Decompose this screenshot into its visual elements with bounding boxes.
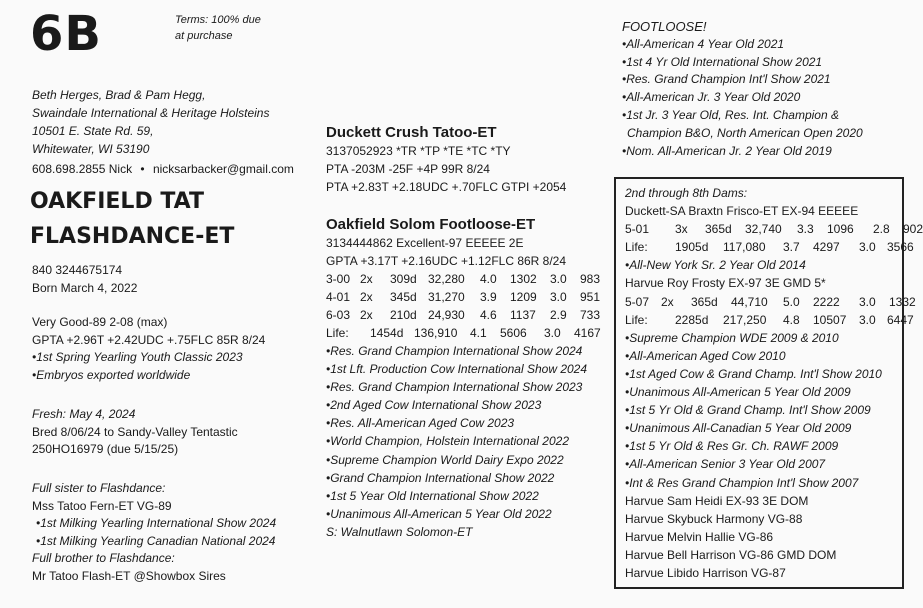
dam-3-name: Harvue Roy Frosty EX-97 3E GMD 5*: [625, 276, 826, 291]
sister-name: Mss Tatoo Fern-ET VG-89: [32, 498, 172, 513]
dam-2-honor: •All-New York Sr. 2 Year Old 2014: [625, 258, 806, 273]
dam-honor: •Res. Grand Champion International Show 2023: [326, 380, 583, 395]
honor-line: • Embryos exported worldwide: [32, 367, 265, 385]
email-link[interactable]: nicksarbacker@gmail.com: [152, 162, 294, 176]
footloose-honor: •1st Jr. 3 Year Old, Res. Int. Champion &: [622, 107, 839, 122]
dam-honor: •Supreme Champion World Dairy Expo 2022: [326, 452, 564, 467]
brother-name: Mr Tatoo Flash-ET @Showbox Sires: [32, 568, 226, 583]
dam-honor: •Res. Grand Champion International Show 2024: [326, 344, 583, 358]
sire-block: [326, 124, 566, 196]
sire-line: 3137052923 *TR *TP *TE *TC *TY: [326, 144, 511, 158]
production-record: 3-00 2x 309d 32,280 4.0 1302 3.0 983: [326, 272, 601, 286]
dam-honor: •1st 5 Year Old International Show 2022: [326, 488, 539, 503]
fresh-block: [32, 406, 238, 459]
genomics: GPTA +2.96T +2.42UDC +.75FLC 85R 8/24: [32, 332, 266, 347]
dam-line: 3134444862 Excellent-97 EEEEE 2E: [326, 236, 524, 250]
classification-block: [32, 314, 265, 384]
dam-2-record: 5-01 3x 365d 32,740 3.3 1096 2.8 902: [625, 222, 923, 237]
fresh-date: Fresh: May 4, 2024: [32, 407, 136, 421]
dam-3-honor: •All-American Aged Cow 2010: [625, 348, 786, 363]
dam-honor: •Res. All-American Aged Cow 2023: [326, 416, 515, 431]
dam-3-honor: •All-American Senior 3 Year Old 2007: [625, 457, 826, 472]
birth-date: Born March 4, 2022: [32, 280, 138, 295]
further-dam: Harvue Bell Harrison VG-86 GMD DOM: [625, 547, 837, 562]
dam-line: GPTA +3.17T +2.16UDC +1.12FLC 86R 8/24: [326, 254, 567, 268]
dam-3-life: Life: 2285d 217,250 4.8 10507 3.0 6447: [625, 312, 914, 327]
dam-name: Oakfield Solom Footloose-ET: [326, 216, 536, 233]
sister-heading: Full sister to Flashdance:: [32, 481, 166, 495]
footloose-honor: •All-American Jr. 3 Year Old 2020: [622, 90, 801, 105]
brother-heading: Full brother to Flashdance:: [32, 551, 175, 565]
footloose-title: FOOTLOOSE!: [622, 19, 707, 34]
honor-line: • 1st Spring Yearling Youth Classic 2023: [32, 349, 265, 367]
dam-honor: •2nd Aged Cow International Show 2023: [326, 398, 542, 413]
footloose-honor: •All-American 4 Year Old 2021: [622, 36, 785, 51]
dam-3-honor: •Unanimous All-Canadian 5 Year Old 2009: [625, 421, 852, 436]
lifetime-record: Life: 1454d 136,910 4.1 5606 3.0 4167: [326, 326, 601, 340]
dam-3-honor: •Unanimous All-American 5 Year Old 2009: [625, 385, 851, 400]
registration-block: [32, 262, 137, 297]
sale-terms: [175, 12, 261, 44]
separator: •: [140, 162, 145, 176]
animal-name-line: FLASHDANCE-ET: [30, 224, 235, 249]
sister-honor: • 1st Milking Yearling Canadian National 2024: [32, 533, 276, 551]
further-dam: Harvue Skybuck Harmony VG-88: [625, 511, 803, 526]
phone: 608.698.2855 Nick: [32, 162, 133, 176]
dam-2-name: Duckett-SA Braxtn Frisco-ET EX-94 EEEEE: [625, 204, 859, 219]
further-dam: Harvue Libido Harrison VG-87: [625, 565, 786, 580]
dams-block: [625, 184, 923, 582]
footloose-honor: •1st 4 Yr Old International Show 2021: [622, 54, 823, 69]
dam-3-honor: •1st 5 Yr Old & Res Gr. Ch. RAWF 2009: [625, 439, 839, 454]
footloose-honor: •Res. Grand Champion Int'l Show 2021: [622, 72, 831, 87]
lot-number: 6B: [30, 6, 102, 62]
production-record: 6-03 2x 210d 24,930 4.6 1137 2.9 733: [326, 308, 601, 322]
terms-line: Terms: 100% due: [175, 14, 261, 26]
bred-due: 250HO16979 (due 5/15/25): [32, 442, 179, 456]
dam-sire: S: Walnutlawn Solomon-ET: [326, 524, 473, 539]
sire-line: PTA +2.83T +2.18UDC +.70FLC GTPI +2054: [326, 180, 567, 194]
dam-3-record: 5-07 2x 365d 44,710 5.0 2222 3.0 1332: [625, 294, 916, 309]
dams-heading: 2nd through 8th Dams:: [625, 186, 748, 200]
sire-line: PTA -203M -25F +4P 99R 8/24: [326, 162, 490, 176]
further-dam: Harvue Sam Heidi EX-93 3E DOM: [625, 493, 809, 508]
dam-3-honor: •1st Aged Cow & Grand Champ. Int'l Show 2010: [625, 366, 882, 381]
dam-block: [326, 216, 601, 541]
footloose-honor: Champion B&O, North American Open 2020: [627, 125, 863, 140]
footloose-block: [622, 18, 863, 160]
sire-name: Duckett Crush Tatoo-ET: [326, 124, 497, 141]
animal-name: [30, 184, 234, 254]
dam-2-life: Life: 1905d 117,080 3.7 4297 3.0 3566: [625, 240, 914, 255]
registration-number: 840 3244675174: [32, 263, 123, 277]
dam-3-honor: •Supreme Champion WDE 2009 & 2010: [625, 330, 839, 345]
consignor-line: Swaindale International & Heritage Holsteins: [32, 106, 270, 120]
consignor-block: [32, 86, 322, 158]
dam-honor: •World Champion, Holstein International 2022: [326, 434, 569, 449]
production-record: 4-01 2x 345d 31,270 3.9 1209 3.0 951: [326, 290, 601, 304]
consignor-line: Whitewater, WI 53190: [32, 142, 150, 156]
siblings-block: [32, 480, 276, 585]
dam-honor: •Grand Champion International Show 2022: [326, 470, 555, 485]
dam-3-honor: •1st 5 Yr Old & Grand Champ. Int'l Show 2009: [625, 403, 871, 418]
classification: Very Good-89 2-08 (max): [32, 315, 168, 329]
further-dam: Harvue Melvin Hallie VG-86: [625, 529, 774, 544]
terms-line: at purchase: [175, 30, 233, 42]
consignor-line: 10501 E. State Rd. 59,: [32, 124, 154, 138]
contact-line: [32, 160, 294, 178]
footloose-honor: •Nom. All-American Jr. 2 Year Old 2019: [622, 143, 832, 158]
sister-honor: • 1st Milking Yearling International Show 2024: [32, 515, 276, 533]
bred-line: Bred 8/06/24 to Sandy-Valley Tentastic: [32, 424, 238, 439]
dam-3-honor: •Int & Res Grand Champion Int'l Show 2007: [625, 475, 859, 490]
animal-name-line: OAKFIELD TAT: [30, 189, 204, 214]
consignor-line: Beth Herges, Brad & Pam Hegg,: [32, 88, 206, 102]
dam-honor: •Unanimous All-American 5 Year Old 2022: [326, 506, 552, 521]
dam-honor: •1st Lft. Production Cow International Show 2024: [326, 362, 588, 377]
